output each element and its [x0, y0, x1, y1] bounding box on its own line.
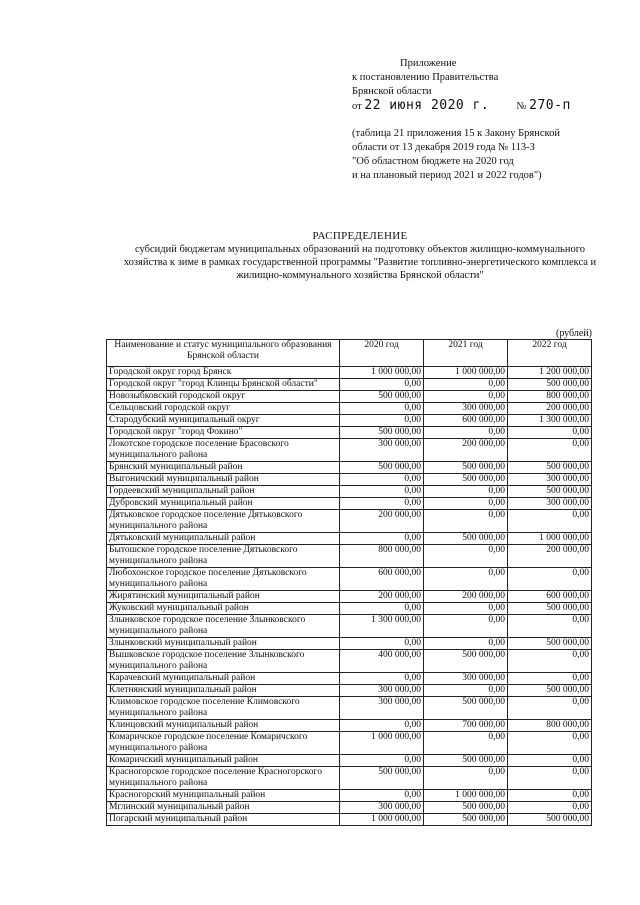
amount-2020: 1 000 000,00 — [340, 814, 424, 826]
amount-2021: 0,00 — [424, 568, 508, 591]
amount-2021: 0,00 — [424, 486, 508, 498]
header-2022: 2022 год — [508, 340, 592, 367]
amount-2022: 300 000,00 — [508, 498, 592, 510]
amount-2022: 300 000,00 — [508, 474, 592, 486]
table-row — [107, 802, 592, 814]
amount-2021: 1 000 000,00 — [424, 790, 508, 802]
document-title — [100, 230, 620, 282]
amount-2022: 0,00 — [508, 650, 592, 673]
amount-2020: 300 000,00 — [340, 685, 424, 697]
amount-2021: 0,00 — [424, 427, 508, 439]
municipality-name: Карачевский муниципальный район — [107, 673, 340, 685]
amount-2020: 0,00 — [340, 474, 424, 486]
table-header-row — [107, 340, 592, 367]
amount-2022: 0,00 — [508, 568, 592, 591]
amount-2020: 500 000,00 — [340, 767, 424, 790]
table-row — [107, 767, 592, 790]
amount-2020: 0,00 — [340, 379, 424, 391]
amount-2020: 1 300 000,00 — [340, 615, 424, 638]
amount-2020: 0,00 — [340, 486, 424, 498]
municipality-name: Красногорское городское поселение Красногорского муниципального района — [107, 767, 340, 790]
amount-2021: 500 000,00 — [424, 802, 508, 814]
table-row — [107, 591, 592, 603]
amount-2020: 1 000 000,00 — [340, 367, 424, 379]
amount-2020: 0,00 — [340, 673, 424, 685]
municipality-name: Сельцовский городской округ — [107, 403, 340, 415]
table-row — [107, 732, 592, 755]
amount-2021: 0,00 — [424, 732, 508, 755]
appendix-region: Брянской области — [352, 86, 432, 97]
amount-2022: 500 000,00 — [508, 814, 592, 826]
municipality-name: Городской округ город Брянск — [107, 367, 340, 379]
subsidy-table — [106, 339, 592, 826]
table-row — [107, 790, 592, 802]
law-reference-line: и на плановый период 2021 и 2022 годов") — [352, 170, 542, 181]
amount-2021: 0,00 — [424, 545, 508, 568]
municipality-name: Злынковское городское поселение Злынковского муниципального района — [107, 615, 340, 638]
amount-2021: 500 000,00 — [424, 474, 508, 486]
amount-2020: 1 000 000,00 — [340, 732, 424, 755]
amount-2022: 0,00 — [508, 767, 592, 790]
law-reference — [352, 127, 560, 183]
amount-2022: 0,00 — [508, 615, 592, 638]
amount-2020: 0,00 — [340, 498, 424, 510]
municipality-name: Дубровский муниципальный район — [107, 498, 340, 510]
title-line: субсидий бюджетам муниципальных образований на подготовку объектов жилищно-коммунального — [134, 244, 586, 255]
amount-2022: 500 000,00 — [508, 638, 592, 650]
appendix-decree: к постановлению Правительства — [352, 72, 499, 83]
amount-2020: 0,00 — [340, 720, 424, 732]
table-row — [107, 379, 592, 391]
table-row — [107, 568, 592, 591]
table-row — [107, 603, 592, 615]
amount-2020: 400 000,00 — [340, 650, 424, 673]
amount-2021: 200 000,00 — [424, 591, 508, 603]
header-2020: 2020 год — [340, 340, 424, 367]
number-value: 270-п — [529, 98, 571, 113]
municipality-name: Стародубский муниципальный округ — [107, 415, 340, 427]
amount-2022: 0,00 — [508, 802, 592, 814]
table-row — [107, 755, 592, 767]
municipality-name: Дятьковский муниципальный район — [107, 533, 340, 545]
amount-2021: 1 000 000,00 — [424, 367, 508, 379]
amount-2020: 600 000,00 — [340, 568, 424, 591]
date-prefix: от — [352, 101, 362, 112]
municipality-name: Брянский муниципальный район — [107, 462, 340, 474]
table-row — [107, 533, 592, 545]
municipality-name: Выгоничский муниципальный район — [107, 474, 340, 486]
municipality-name: Погарский муниципальный район — [107, 814, 340, 826]
amount-2022: 800 000,00 — [508, 720, 592, 732]
amount-2022: 1 300 000,00 — [508, 415, 592, 427]
number-prefix: № — [516, 101, 527, 112]
amount-2021: 500 000,00 — [424, 650, 508, 673]
amount-2022: 0,00 — [508, 790, 592, 802]
law-reference-line: "Об областном бюджете на 2020 год — [352, 156, 514, 167]
amount-2022: 600 000,00 — [508, 591, 592, 603]
amount-2020: 0,00 — [340, 415, 424, 427]
table-row — [107, 474, 592, 486]
municipality-name: Жуковский муниципальный район — [107, 603, 340, 615]
amount-2020: 300 000,00 — [340, 439, 424, 462]
amount-2020: 300 000,00 — [340, 802, 424, 814]
amount-2022: 0,00 — [508, 439, 592, 462]
law-reference-line: (таблица 21 приложения 15 к Закону Брянской — [352, 128, 560, 139]
table-row — [107, 650, 592, 673]
municipality-name: Гордеевский муниципальный район — [107, 486, 340, 498]
amount-2022: 200 000,00 — [508, 403, 592, 415]
municipality-name: Клинцовский муниципальный район — [107, 720, 340, 732]
amount-2022: 0,00 — [508, 427, 592, 439]
table-row — [107, 486, 592, 498]
municipality-name: Городской округ "город Фокино" — [107, 427, 340, 439]
amount-2022: 0,00 — [508, 673, 592, 685]
amount-2021: 0,00 — [424, 379, 508, 391]
amount-2020: 500 000,00 — [340, 462, 424, 474]
amount-2021: 300 000,00 — [424, 673, 508, 685]
amount-2022: 500 000,00 — [508, 603, 592, 615]
amount-2022: 0,00 — [508, 755, 592, 767]
amount-2021: 0,00 — [424, 615, 508, 638]
table-row — [107, 697, 592, 720]
amount-2022: 500 000,00 — [508, 486, 592, 498]
table-row — [107, 462, 592, 474]
date-value: 22 июня 2020 г. — [364, 98, 490, 113]
municipality-name: Клетнянский муниципальный район — [107, 685, 340, 697]
table-row — [107, 685, 592, 697]
amount-2021: 0,00 — [424, 638, 508, 650]
municipality-name: Городской округ "город Клинцы Брянской области" — [107, 379, 340, 391]
amount-2020: 0,00 — [340, 533, 424, 545]
unit-label: (рублей) — [555, 328, 592, 339]
amount-2021: 0,00 — [424, 685, 508, 697]
amount-2021: 500 000,00 — [424, 697, 508, 720]
amount-2022: 500 000,00 — [508, 685, 592, 697]
amount-2020: 0,00 — [340, 790, 424, 802]
amount-2022: 0,00 — [508, 697, 592, 720]
amount-2020: 0,00 — [340, 403, 424, 415]
amount-2020: 300 000,00 — [340, 697, 424, 720]
municipality-name: Комаричское городское поселение Комаричского муниципального района — [107, 732, 340, 755]
amount-2021: 0,00 — [424, 603, 508, 615]
table-row — [107, 415, 592, 427]
table-row — [107, 673, 592, 685]
table-row — [107, 498, 592, 510]
municipality-name: Жирятинский муниципальный район — [107, 591, 340, 603]
table-row — [107, 391, 592, 403]
appendix-date-line — [352, 99, 571, 114]
municipality-name: Климовское городское поселение Климовского муниципального района — [107, 697, 340, 720]
amount-2020: 800 000,00 — [340, 545, 424, 568]
table-row — [107, 510, 592, 533]
amount-2021: 700 000,00 — [424, 720, 508, 732]
amount-2020: 0,00 — [340, 603, 424, 615]
table-row — [107, 814, 592, 826]
appendix-block — [352, 57, 571, 114]
municipality-name: Мглинский муниципальный район — [107, 802, 340, 814]
municipality-name: Дятьковское городское поселение Дятьковского муниципального района — [107, 510, 340, 533]
amount-2022: 500 000,00 — [508, 462, 592, 474]
amount-2021: 200 000,00 — [424, 439, 508, 462]
amount-2021: 0,00 — [424, 391, 508, 403]
table-row — [107, 638, 592, 650]
municipality-name: Новозыбковский городской округ — [107, 391, 340, 403]
amount-2021: 500 000,00 — [424, 533, 508, 545]
amount-2020: 200 000,00 — [340, 591, 424, 603]
title-line: хозяйства к зиме в рамках государственной программы "Развитие топливно-энергетического комплекса и — [123, 257, 597, 268]
table-row — [107, 720, 592, 732]
amount-2022: 800 000,00 — [508, 391, 592, 403]
amount-2022: 500 000,00 — [508, 379, 592, 391]
amount-2021: 500 000,00 — [424, 755, 508, 767]
municipality-name: Комаричский муниципальный район — [107, 755, 340, 767]
table-row — [107, 403, 592, 415]
municipality-name: Бытошское городское поселение Дятьковского муниципального района — [107, 545, 340, 568]
amount-2020: 0,00 — [340, 755, 424, 767]
appendix-label: Приложение — [400, 58, 457, 69]
amount-2021: 0,00 — [424, 510, 508, 533]
header-2021: 2021 год — [424, 340, 508, 367]
amount-2020: 0,00 — [340, 638, 424, 650]
table-row — [107, 615, 592, 638]
amount-2022: 1 200 000,00 — [508, 367, 592, 379]
amount-2022: 0,00 — [508, 732, 592, 755]
municipality-name: Локотское городское поселение Брасовского муниципального района — [107, 439, 340, 462]
municipality-name: Любохонское городское поселение Дятьковского муниципального района — [107, 568, 340, 591]
header-name: Наименование и статус муниципального образования Брянской области — [107, 340, 340, 367]
municipality-name: Злынковский муниципальный район — [107, 638, 340, 650]
amount-2021: 500 000,00 — [424, 462, 508, 474]
amount-2020: 500 000,00 — [340, 391, 424, 403]
amount-2021: 0,00 — [424, 498, 508, 510]
municipality-name: Красногорский муниципальный район — [107, 790, 340, 802]
municipality-name: Вышковское городское поселение Злынковского муниципального района — [107, 650, 340, 673]
amount-2021: 600 000,00 — [424, 415, 508, 427]
amount-2021: 0,00 — [424, 767, 508, 790]
table-row — [107, 439, 592, 462]
title-line: жилищно-коммунального хозяйства Брянской области" — [236, 270, 484, 281]
amount-2020: 200 000,00 — [340, 510, 424, 533]
amount-2022: 1 000 000,00 — [508, 533, 592, 545]
table-row — [107, 427, 592, 439]
amount-2020: 500 000,00 — [340, 427, 424, 439]
amount-2021: 500 000,00 — [424, 814, 508, 826]
table-row — [107, 367, 592, 379]
amount-2022: 200 000,00 — [508, 545, 592, 568]
law-reference-line: области от 13 декабря 2019 года № 113-З — [352, 142, 535, 153]
amount-2021: 300 000,00 — [424, 403, 508, 415]
table-row — [107, 545, 592, 568]
title-main: РАСПРЕДЕЛЕНИЕ — [312, 230, 408, 242]
amount-2022: 0,00 — [508, 510, 592, 533]
